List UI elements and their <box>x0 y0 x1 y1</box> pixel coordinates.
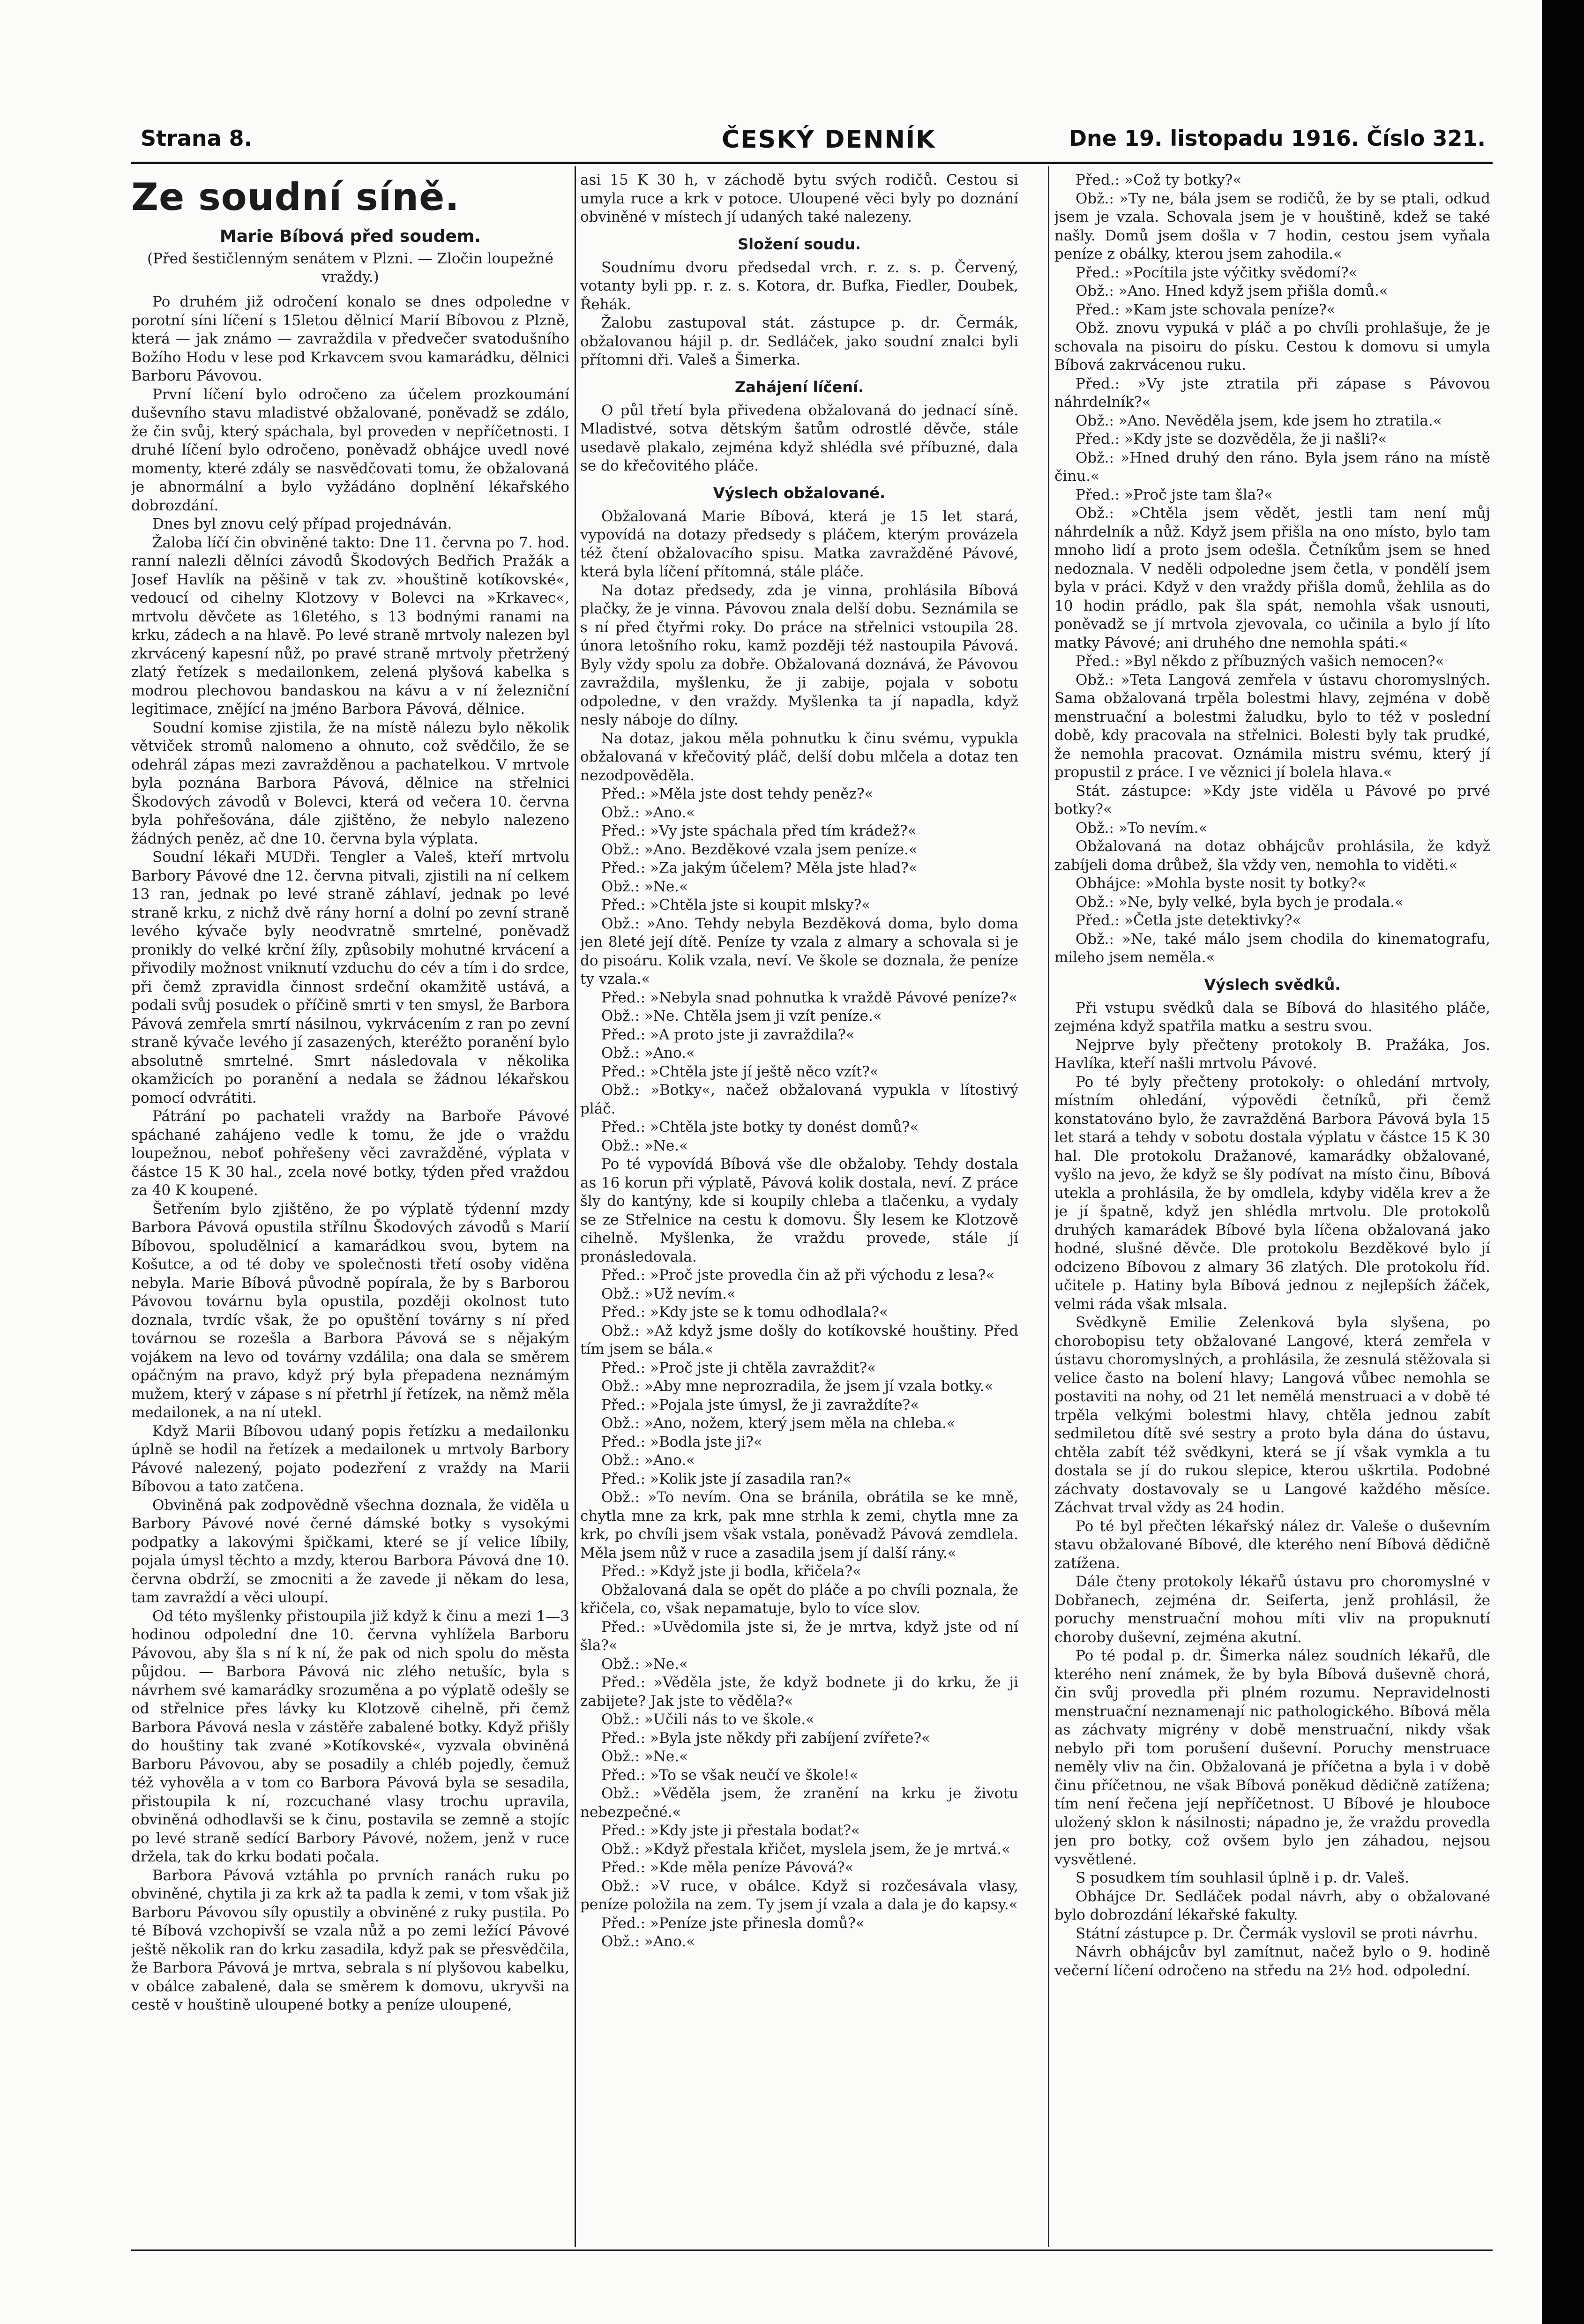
article-paragraph: Dále čteny protokoly lékařů ústavu pro choromyslné v Dobřanech, zejména dr. Seiferta, jenž prohlásil, že poruchy menstruační mohou míti vliv na propuknutí choroby duševní, zejména akutní. <box>1054 1573 1490 1646</box>
masthead: ČESKÝ DENNÍK <box>722 126 936 154</box>
article-paragraph: Po té podal p. dr. Šimerka nález soudních lékařů, dle kterého není známek, že by byla Bíbová duševně chorá, čin svůj provedla při plném rozumu. Nepravidelnosti menstruační neznamenají nic pathologického. Bíbová měla as záchvaty migrény v době menstruační, nikdy však nebylo při tom porušení duševní. Poruchy menstruace neměly vliv na čin. Obžalovaná je příčetna a byla i v době činu příčetnou, ne však Bíbová poněkud dědičně zatížena; tím není řečena její nepříčetnost. U Bíbové je hlouboce uložený sklon k násilnosti; nápadno je, že vraždu provedla jen pro botky, což ovšem bylo jen záhadou, nejsou vysvětlené. <box>1054 1647 1490 1868</box>
article-subline: (Před šestičlenným senátem v Plzni. — Zločin loupežné vraždy.) <box>147 250 553 285</box>
article-paragraph: Obžalovaná na dotaz obhájcův prohlásila, že když zabíjeli doma drůbež, šla vždy ven, nemohla to viděti.« <box>1054 838 1490 874</box>
article-paragraph: Obž.: »Teta Langová zemřela v ústavu choromyslných. Sama obžalovaná trpěla bolestmi hlavy, zejména v době menstruační a bolestmi žaludku, bylo to též v poslední době, kdy pracovala na střelnici. Bolesti byly tak prudké, že nemohla pracovat. Oznámila mistru svému, který jí propustil z práce. I ve věznici jí bolela hlava.« <box>1054 671 1490 781</box>
article-paragraph: Obž.: »Už nevím.« <box>601 1285 736 1302</box>
article-paragraph: Před.: »Pocítila jste výčitky svědomí?« <box>1076 264 1358 281</box>
section-heading: Výslech svědků. <box>1204 975 1341 994</box>
scan-edge <box>1542 0 1584 2324</box>
article-paragraph: Před.: »Za jakým účelem? Měla jste hlad?« <box>601 859 918 876</box>
article-paragraph: Obviněná pak zodpovědně všechna doznala, že viděla u Barbory Pávové nové černé dámské botky s vysokými podpatky a lakovými špičkami, které se jí velice líbily, pojala úmysl těchto a mzdy, kterou Barbora Pávová dne 10. června obdrží, se zmocniti a že zavede ji někam do lesa, tam zavraždí a věci uloupí. <box>131 1496 569 1606</box>
section-heading: Výslech obžalované. <box>713 484 886 502</box>
article-paragraph: O půl třetí byla přivedena obžalovaná do jednací síně. Mladistvé, sotva dětským šatům odrostlé děvče, stále usedavě plakalo, zejména když shlédla své příbuzné, dala se do křečovitého pláče. <box>580 402 1018 474</box>
article-paragraph: Žaloba líčí čin obviněné takto: Dne 11. června po 7. hod. ranní nalezli dělníci závodů Škodových Bedřich Pražák a Josef Havlík na pěšině v tak zv. »houštině kotíkovské«, vedoucí od cihelny Klotzovy v Bolevci na »Krkavec«, mrtvolu děvčete as 16letého, s 13 bodnými ranami na krku, zádech a na hlavě. Po levé straně mrtvoly nalezen byl zkrvácený kapesní nůž, po pravé straně mrtvoly přetržený zlatý řetízek s medailonkem, zelená plyšová kabelka s modrou plechovou bandaskou na kávu a v ní železniční legitimace, znějící na jméno Barbora Pávová, dělnice. <box>131 534 569 717</box>
article-subhead: Marie Bíbová před soudem. <box>219 227 481 246</box>
article-paragraph: Před.: »Proč jste provedla čin až při východu z lesa?« <box>601 1267 995 1284</box>
article-paragraph: Před.: »Vy jste spáchala před tím krádež?« <box>601 822 917 839</box>
article-paragraph: Šetřením bylo zjištěno, že po výplatě týdenní mzdy Barbora Pávová opustila střílnu Škodových závodů s Marií Bíbovou, spoludělnicí a kamarádkou svou, bytem na Košutce, a od té doby ve společnosti třetí osoby viděna nebyla. Marie Bíbová původně popírala, že by s Barborou Pávovou továrnu byla opustila, později okolnost tuto doznala, tvrdíc však, že po opuštění továrny s ní před továrnou se rozešla a Barbora Pávová se s nějakým vojákem na levo od továrny vzdálila; ona dala se směrem opáčným na pravo, když prý byla přepadena neznámým mužem, který v zápase s ní přetrhl jí řetízek, na němž měla medailonek, a na ní utekl. <box>131 1200 569 1421</box>
column-divider <box>575 166 576 2247</box>
article-paragraph: Nejprve byly přečteny protokoly B. Pražáka, Jos. Havlíka, kteří našli mrtvolu Pávové. <box>1054 1036 1490 1072</box>
article-paragraph: Obž.: »Ano. Tehdy nebyla Bezděková doma, bylo doma jen 8leté její dítě. Peníze ty vzala z almary a schovala si je do pisoáru. Kolik vzala, neví. Ve škole se doznala, že peníze ty vzala.« <box>580 915 1018 987</box>
article-paragraph: Obž.: »Ano. Bezděkové vzala jsem peníze.« <box>601 841 918 858</box>
article-paragraph: Obž.: »Ne.« <box>601 1655 688 1673</box>
article-column-1 <box>131 171 569 2242</box>
article-paragraph: Na dotaz, jakou měla pohnutku k činu svému, vypukla obžalovaná v křečovitý pláč, delší dobu mlčela a dotaz ten nezodpověděla. <box>580 730 1018 784</box>
article-paragraph: Před.: »Kolik jste jí zasadila ran?« <box>601 1470 852 1487</box>
article-paragraph: Před.: »Proč jste ji chtěla zavraždit?« <box>601 1359 876 1376</box>
column-divider <box>1048 166 1049 2247</box>
article-paragraph: Obž.: »Ano.« <box>601 804 695 821</box>
article-paragraph: Obž.: »To nevím. Ona se bránila, obrátila se ke mně, chytla mne za krk, pak mne strhla k zemi, chytla mne za krk, po chvíli jsem však vstala, poněvadž Pávová zemdlela. Měla jsem nůž v ruce a zasadila jsem jí další rány.« <box>580 1489 1018 1562</box>
article-paragraph: Před.: »Nebyla snad pohnutka k vraždě Pávové peníze?« <box>601 989 1018 1006</box>
article-paragraph: Dnes byl znovu celý případ projednáván. <box>152 516 452 532</box>
article-paragraph: Obžalovaná dala se opět do pláče a po chvíli poznala, že křičela, co, však nepamatuje, bylo to více slov. <box>580 1581 1018 1617</box>
article-paragraph: Po druhém již odročení konalo se dnes odpoledne v porotní síni líčení s 15letou dělnicí Marií Bíbovou z Plzně, která — jak známo — zavraždila v předvečer svatodušního Božího Hodu v lese pod Krkavcem svou kamarádku, dělnici Barboru Pávovou. <box>131 293 569 384</box>
article-paragraph: Před.: »Kam jste schovala peníze?« <box>1076 301 1336 318</box>
article-paragraph: Obž.: »Ne.« <box>601 878 688 895</box>
article-paragraph: Před.: »To se však neučí ve škole!« <box>601 1766 859 1784</box>
article-paragraph: Obž.: »Botky«, načež obžalovaná vypukla v lítostivý pláč. <box>580 1082 1018 1117</box>
page-number: Strana 8. <box>141 126 253 151</box>
article-paragraph: Před.: »A proto jste ji zavraždila?« <box>601 1026 855 1043</box>
article-paragraph: Před.: »Byl někdo z příbuzných vašich nemocen?« <box>1076 653 1444 670</box>
article-paragraph: První líčení bylo odročeno za účelem prozkoumání duševního stavu mladistvé obžalované, poněvadž se zdálo, že čin svůj, který spáchala, byl proveden v nepříčetnosti. I druhé líčení bylo odročeno, poněvadž obhájce uvedl nové momenty, které zdály se nasvědčovati tomu, že obžalovaná je abnormální a bylo vyžádáno doplnění lékařského dobrozdání. <box>131 386 569 514</box>
article-paragraph: Obž.: »Ty ne, bála jsem se rodičů, že by se ptali, odkud jsem je vzala. Schovala jsem je v houštině, kdež se také našly. Domů jsem došla v 7 hodin, cestou jsem vyňala peníze z obálky, kterou jsem zahodila.« <box>1054 190 1490 262</box>
article-paragraph: Obž.: »Ne.« <box>601 1748 688 1765</box>
article-paragraph: Státní zástupce p. Dr. Čermák vyslovil se proti návrhu. <box>1076 1925 1478 1942</box>
article-paragraph: Před.: »Uvědomila jste si, že je mrtva, když jste od ní šla?« <box>580 1618 1018 1654</box>
article-column-2 <box>580 171 1018 2242</box>
article-paragraph: Obž.: »Ano.« <box>601 1452 695 1469</box>
article-paragraph: Návrh obhájcův byl zamítnut, načež bylo o 9. hodině večerní líčení odročeno na středu na 2½ hod. odpolední. <box>1054 1943 1490 1979</box>
article-paragraph: Obž.: »Hned druhý den ráno. Byla jsem ráno na místě činu.« <box>1054 449 1490 485</box>
article-paragraph: Obž.: »Až když jsme došly do kotíkovské houštiny. Před tím jsem se bála.« <box>580 1322 1018 1358</box>
article-paragraph: Před.: »Což ty botky?« <box>1076 172 1242 188</box>
article-paragraph: Od této myšlenky přistoupila již když k činu a mezi 1—3 hodinou odpolední dne 10. června vyhlížela Barboru Pávovou, aby šla s ní k ní, že pak od nich spolu do města půjdou. — Barbora Pávová nic zlého netušíc, byla s návrhem své kamarádky srozuměna a po výplatě odešly se od střelnice přes lávky ku Klotzově cihelně, při čemž Barbora Pávová nesla v zástěře zabalené botky. Když přišly do houštiny tak zvané »Kotíkovské«, vyzvala obviněná Barboru Pávovou, aby se posadily a chléb pojedly, čemuž též vyhověla a v tom co Barbora Pávová byla se sesadila, přistoupila k ní, rozcuchané vlasy trochu upravila, obviněná odhodlavši se k činu, postavila se zemně a stojíc po levé straně sedící Barbory Pávové, nožem, jenž v ruce držela, tak do krku bodati počala. <box>131 1607 569 1865</box>
article-paragraph: Soudní komise zjistila, že na místě nálezu bylo několik větviček stromů nalomeno a ohnuto, což svědčilo, že se odehrál zápas mezi zavražděnou a pachatelkou. V mrtvole byla poznána Barbora Pávová, dělnice na střelnici Škodových závodů v Bolevci, která od večera 10. června byla pohřešována, dále zjištěno, že nebylo nalezeno žádných peněz, ač dne 10. června byla výplata. <box>131 719 569 847</box>
article-column-3 <box>1054 171 1490 2242</box>
article-paragraph: Barbora Pávová vztáhla po prvních ranách ruku po obviněné, chytila ji za krk až ta padla k zemi, v tom však již Barboru Pávovou síly opustily a obviněné z ruky pustila. Po té Bíbová vzchopivší se vzala nůž a po zemi ležící Pávové ještě několik ran do krku zasadila, když pak se přesvědčila, že Barbora Pávová je mrtva, sebrala s ní plyšovou kabelku, v obálce zabalené, dala se směrem k domovu, ukryvši na cestě v houštině uloupené botky a peníze uloupené, <box>131 1867 569 2013</box>
article-paragraph: Obž.: »Věděla jsem, že zranění na krku je životu nebezpečné.« <box>580 1785 1018 1821</box>
article-paragraph: Obž.: »Ne.« <box>601 1137 688 1154</box>
article-paragraph: Před.: »Byla jste někdy při zabíjení zvířete?« <box>601 1729 931 1747</box>
article-paragraph: Obž.: »Ne, byly velké, byla bych je prodala.« <box>1076 893 1404 911</box>
article-paragraph: Obž.: »Ano, nožem, který jsem měla na chleba.« <box>601 1415 956 1432</box>
article-paragraph: Po té byly přečteny protokoly: o ohledání mrtvoly, místním ohledání, výpovědi četníků, při čemž konstatováno bylo, že zavražděná Barbora Pávová byla 15 let stará a tehdy v sobotu dostala výplatu v částce 15 K 30 hal. Dle protokolu Dražanové, kamarádky obžalované, vyšlo na jevo, že když se šly podívat na místo činu, Bíbová utekla a prohlásila, že by omdlela, kdyby viděla krev a že je jí špatně, když jen shlédla mrtvolu. Dle protokolů druhých kamarádek Bíbové byla líčena obžalovaná jako hodné, slušné děvče. Dle protokolu Bezděkové bylo jí odcizeno Bíbovou z almary 36 zlatých. Dle protokolu říd. učitele p. Hatiny byla Bíbová jednou z nejlepších žáček, velmi ráda však mlsala. <box>1054 1073 1490 1313</box>
article-paragraph: S posudkem tím souhlasil úplně i p. dr. Valeš. <box>1076 1869 1410 1886</box>
article-paragraph: Obž.: »Ne, také málo jsem chodila do kinematografu, mileho jsem neměla.« <box>1054 930 1490 966</box>
article-paragraph: Před.: »Bodla jste ji?« <box>601 1433 762 1450</box>
header-rule <box>131 162 1493 164</box>
article-paragraph: Obž.: »Ne. Chtěla jsem ji vzít peníze.« <box>601 1008 882 1024</box>
article-paragraph: asi 15 K 30 h, v záchodě bytu svých rodičů. Cestou si umyla ruce a krk v potoce. Uloupené věci byly po doznání obviněné v místech jí udaných také nalezeny. <box>580 172 1018 225</box>
article-paragraph: Soudnímu dvoru předsedal vrch. r. z. s. p. Červený, votanty byli pp. r. z. s. Kotora, dr. Bufka, Fiedler, Doubek, Řehák. <box>580 259 1018 313</box>
article-paragraph: Před.: »Když jste ji bodla, křičela?« <box>601 1563 861 1580</box>
article-paragraph: Obž.: »Ano.« <box>601 1933 695 1950</box>
article-paragraph: Před.: »Peníze jste přinesla domů?« <box>601 1914 865 1932</box>
section-heading: Zahájení líčení. <box>734 378 864 396</box>
article-paragraph: Před.: »Kde měla peníze Pávová?« <box>601 1859 854 1876</box>
article-paragraph: Pátrání po pachateli vraždy na Barboře Pávové spáchané zahájeno vedle k tomu, že jde o vraždu loupežnou, neboť pohřešeny věci zavražděné, výplata v částce 15 K 30 hal., zcela nové botky, týden před vraždou za 40 K koupené. <box>131 1108 569 1199</box>
article-paragraph: Obž. znovu vypuká v pláč a po chvíli prohlašuje, že je schovala na pisoiru do písku. Cestou k domovu si umyla Bíbová zakrvácenou ruku. <box>1054 320 1490 374</box>
article-paragraph: Před.: »Věděla jste, že když bodnete ji do krku, že ji zabijete? Jak jste to věděla?« <box>580 1674 1018 1710</box>
section-heading: Složení soudu. <box>738 235 861 253</box>
article-paragraph: Obž.: »Když přestala křičet, myslela jsem, že je mrtvá.« <box>601 1840 1011 1858</box>
article-paragraph: Před.: »Pojala jste úmysl, že ji zavraždíte?« <box>601 1396 919 1413</box>
article-paragraph: Před.: »Chtěla jste si koupit mlsky?« <box>601 897 871 913</box>
article-paragraph: Svědkyně Emilie Zelenková byla slyšena, po chorobopisu tety obžalované Langové, která zemřela v ústavu choromyslných, a prohlásila, že zesnulá stěžovala si velice často na bolení hlavy; Langová vůbec nemohla se postaviti na nohy, od 21 let nemělá menstruaci a v době té trpěla velkými bolestmi hlavy, chtěla jednou zabít sedmiletou dítě své sestry a proto byla dána do ústavu, chtěla zabít též svědkyni, která se jí však vymkla a tu dostala se jí do rukou slepice, kterou uškrtila. Podobné záchvaty dostavovaly se u Langové každého měsíce. Záchvat trval vždy as 24 hodin. <box>1054 1314 1490 1516</box>
page-header <box>131 122 1490 159</box>
article-paragraph: Soudní lékaři MUDři. Tengler a Valeš, kteří mrtvolu Barbory Pávové dne 12. června pitvali, zjistili na ní celkem 13 ran, jednak po levé straně záhlaví, jednak po levé straně krku, z nichž dvě rány horní a dolní po zevní straně levého kývače byly neodvratně smrtelné, poněvadž pronikly do velké krční žíly, způsobily mohutné krvácení a přivodily možnost vniknutí vzduchu do cév a tím i do srdce, při čemž zpravidla činnost srdeční okamžitě ustává, a podali svůj posudek o příčině smrti v ten smysl, že Barbora Pávová zemřela smrtí násilnou, vykrvácením z ran po zevní straně kývače levého jí zasazených, kteréžto poranění bylo absolutně smrtelné. Smrt následovala v několika okamžicích po poranění a nedala se žádnou lékařskou pomocí odvrátiti. <box>131 849 569 1106</box>
article-paragraph: Obž.: »Chtěla jsem vědět, jestli tam není můj náhrdelník a nůž. Když jsem přišla na ono místo, bylo tam mnoho lidí a proto jsem odešla. Četníkům jsem se hned nedoznala. V neděli odpoledne jsem četla, v pondělí jsem byla v práci. Když v den vraždy přišla domů, žehlila as do 10 hodin prádlo, pak šla spát, nemohla však usnouti, poněvadž se jí mrtvola zjevovala, co učinila a bylo jí líto matky Pávové; ani druhého dne nemohla spáti.« <box>1054 505 1490 651</box>
issue-date: Dne 19. listopadu 1916. Číslo 321. <box>1068 126 1486 151</box>
article-paragraph: Před.: »Chtěla jste jí ještě něco vzít?« <box>601 1063 879 1080</box>
article-paragraph: Před.: »Kdy jste se k tomu odhodlala?« <box>601 1304 888 1321</box>
article-paragraph: Při vstupu svědků dala se Bíbová do hlasitého pláče, zejména když spatřila matku a sestru svou. <box>1054 999 1490 1035</box>
article-paragraph: Před.: »Kdy jste se dozvěděla, že ji našli?« <box>1076 431 1387 448</box>
footer-rule <box>131 2249 1493 2251</box>
article-paragraph: Obž.: »Ano. Hned když jsem přišla domů.« <box>1076 283 1388 299</box>
article-paragraph: Před.: »Kdy jste ji přestala bodat?« <box>601 1822 860 1839</box>
article-paragraph: Před.: »Vy jste ztratila při zápase s Pávovou náhrdelník?« <box>1054 375 1490 411</box>
article-headline: Ze soudní síně. <box>131 175 460 219</box>
article-paragraph: Obžalovaná Marie Bíbová, která je 15 let stará, vypovídá na dotazy předsedy s pláčem, kterým provázela též čtení obžalovacího spisu. Matka zavražděné Pávové, která byla líčení přítomná, stále pláče. <box>580 508 1018 580</box>
article-paragraph: Po té byl přečten lékařský nález dr. Valeše o duševním stavu obžalované Bíbové, dle kterého není Bíbová dědičně zatížena. <box>1054 1517 1490 1572</box>
article-paragraph: Žalobu zastupoval stát. zástupce p. dr. Čermák, obžalovanou hájil p. dr. Sedláček, jako soudní znalci byli přítomni dři. Valeš a Šimerka. <box>580 314 1018 368</box>
article-paragraph: Před.: »Četla jste detektivky?« <box>1076 912 1301 929</box>
article-paragraph: Obž.: »Ano. Nevěděla jsem, kde jsem ho ztratila.« <box>1076 412 1442 429</box>
article-paragraph: Obhájce: »Mohla byste nosit ty botky?« <box>1076 875 1367 892</box>
article-paragraph: Obž.: »To nevím.« <box>1076 819 1208 837</box>
article-paragraph: Po té vypovídá Bíbová vše dle obžaloby. Tehdy dostala as 16 korun při výplatě, Pávová kolik dostala, neví. Z práce šly do kantýny, kde si koupily chleba a tlačenku, a vydaly se ze Střelnice na cestu k domovu. Šly lesem ke Klotzově cihelně. Myšlenka, že vraždu provede, stále jí pronásledovala. <box>580 1156 1018 1265</box>
article-paragraph: Stát. zástupce: »Kdy jste viděla u Pávové po prvé botky?« <box>1054 782 1490 818</box>
article-paragraph: Obž.: »V ruce, v obálce. Když si rozčesávala vlasy, peníze položila na zem. Ty jsem jí vzala a dala je do kapsy.« <box>580 1877 1018 1913</box>
article-paragraph: Na dotaz předsedy, zda je vinna, prohlásila Bíbová plačky, že je vinna. Pávovou znala delší dobu. Seznámila se s ní před čtyřmi roky. Do práce na střelnici vstoupila 28. února letošního roku, kamž později též nastoupila Pávová. Byly vždy spolu za dobře. Obžalovaná doznává, že Pávovou zavraždila, myšlenku, že ji zabije, pojala v sobotu odpoledne, v den vraždy. Myšlenka ta jí napadla, když nesly náboje do dílny. <box>580 582 1018 728</box>
article-paragraph: Obž.: »Učili nás to ve škole.« <box>601 1711 815 1728</box>
article-paragraph: Před.: »Chtěla jste botky ty donést domů?« <box>601 1119 919 1136</box>
article-paragraph: Před.: »Proč jste tam šla?« <box>1076 486 1273 503</box>
article-paragraph: Obž.: »Ano.« <box>601 1045 695 1061</box>
article-paragraph: Obhájce Dr. Sedláček podal návrh, aby o obžalované bylo dobrozdání lékařské fakulty. <box>1054 1888 1490 1923</box>
article-paragraph: Před.: »Měla jste dost tehdy peněz?« <box>601 785 874 802</box>
article-paragraph: Když Marii Bíbovou udaný popis řetízku a medailonku úplně se hodil na řetízek a medailonek u mrtvoly Barbory Pávové nalezený, pojato podezření z vraždy na Marii Bíbovou a tato zatčena. <box>131 1422 569 1495</box>
article-paragraph: Obž.: »Aby mne neprozradila, že jsem jí vzala botky.« <box>601 1378 994 1395</box>
